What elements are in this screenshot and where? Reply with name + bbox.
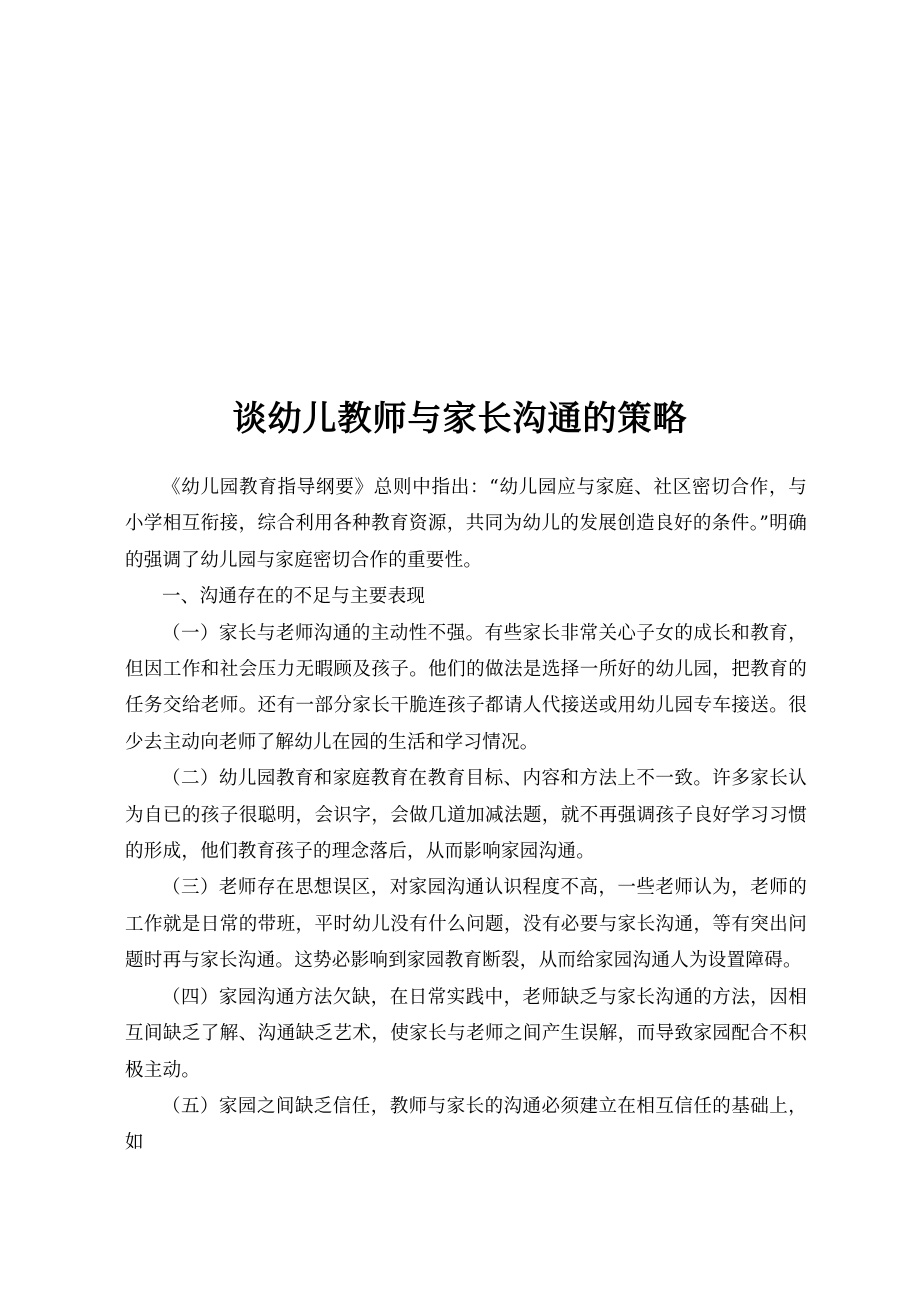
paragraph-point-1: （一）家长与老师沟通的主动性不强。有些家长非常关心子女的成长和教育，但因工作和社会压力无暇顾及孩子。他们的做法是选择一所好的幼儿园，把教育的任务交给老师。还有一部分家长干脆连孩子都请人代接送或用幼儿园专车接送。很少去主动向老师了解幼儿在园的生活和学习情况。 [125,622,807,753]
paragraph-point-3: （三）老师存在思想误区，对家园沟通认识程度不高，一些老师认为，老师的工作就是日常的带班，平时幼儿没有什么问题，没有必要与家长沟通，等有突出问题时再与家长沟通。这势必影响到家园教育断裂，从而给家园沟通人为设置障碍。 [125,877,807,972]
paragraph-point-2: （二）幼儿园教育和家庭教育在教育目标、内容和方法上不一致。许多家长认为自已的孩子很聪明，会识字，会做几道加减法题，就不再强调孩子良好学习习惯的形成，他们教育孩子的理念落后，从而影响家园沟通。 [125,768,807,863]
document-body [125,470,807,1162]
section-heading: 一、沟通存在的不足与主要表现 [162,586,426,608]
intro-paragraph: 《幼儿园教育指导纲要》总则中指出：“幼儿园应与家庭、社区密切合作，与小学相互衔接，综合利用各种教育资源，共同为幼儿的发展创造良好的条件。”明确的强调了幼儿园与家庭密切合作的重要性。 [125,477,807,571]
paragraph-point-4: （四）家园沟通方法欠缺，在日常实践中，老师缺乏与家长沟通的方法，因相互间缺乏了解、沟通缺乏艺术，使家长与老师之间产生误解，而导致家园配合不积极主动。 [125,986,807,1081]
paragraph-point-5: （五）家园之间缺乏信任，教师与家长的沟通必须建立在相互信任的基础上，如 [125,1095,807,1154]
document-title: 谈幼儿教师与家长沟通的策略 [232,399,688,439]
